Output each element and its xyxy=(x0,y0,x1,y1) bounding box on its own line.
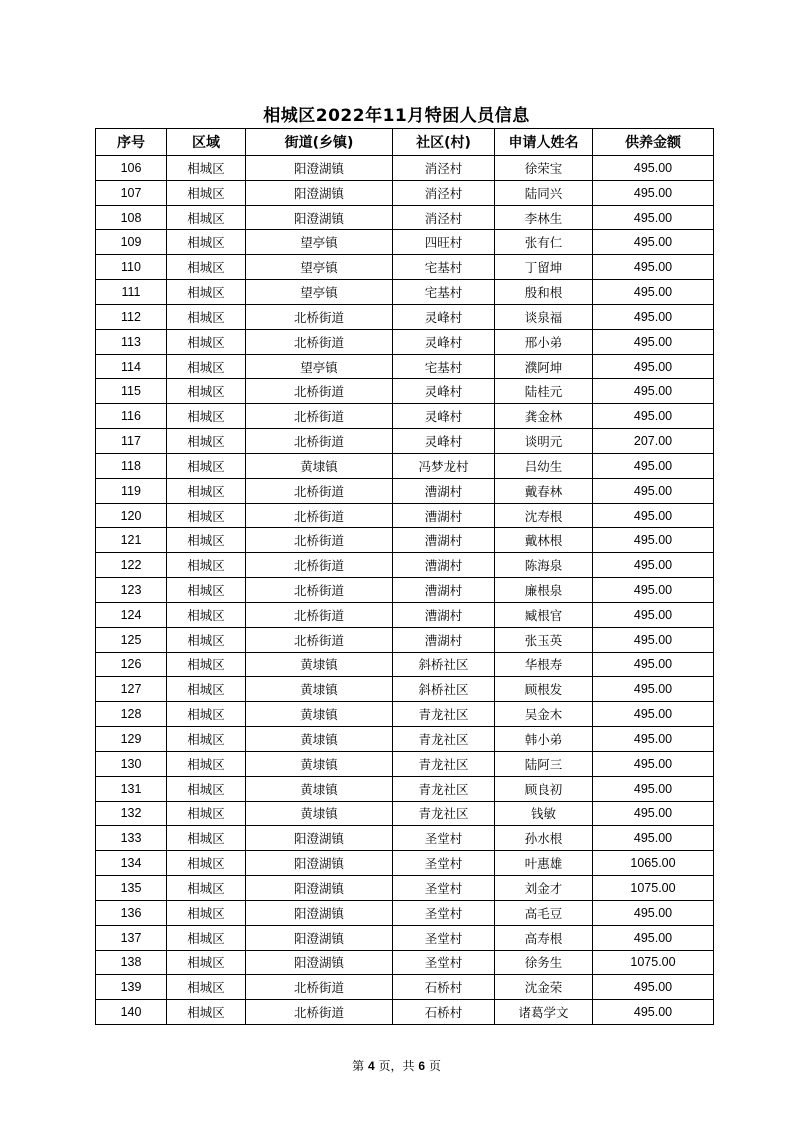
table-row xyxy=(96,255,714,280)
cell-applicant-name: 戴林根 xyxy=(495,528,593,553)
cell-community-village: 石桥村 xyxy=(393,975,495,1000)
cell-district: 相城区 xyxy=(167,702,246,727)
cell-index: 134 xyxy=(96,851,167,876)
table-row xyxy=(96,826,714,851)
cell-district: 相城区 xyxy=(167,329,246,354)
cell-community-village: 圣堂村 xyxy=(393,826,495,851)
cell-index: 107 xyxy=(96,180,167,205)
table-row xyxy=(96,1000,714,1025)
cell-district: 相城区 xyxy=(167,652,246,677)
cell-index: 124 xyxy=(96,602,167,627)
cell-district: 相城区 xyxy=(167,900,246,925)
table-row xyxy=(96,230,714,255)
cell-support-amount: 495.00 xyxy=(593,503,714,528)
cell-community-village: 消泾村 xyxy=(393,205,495,230)
cell-community-village: 青龙社区 xyxy=(393,702,495,727)
cell-support-amount: 495.00 xyxy=(593,1000,714,1025)
cell-support-amount: 495.00 xyxy=(593,156,714,181)
cell-district: 相城区 xyxy=(167,677,246,702)
cell-index: 115 xyxy=(96,379,167,404)
cell-index: 110 xyxy=(96,255,167,280)
cell-applicant-name: 谈泉福 xyxy=(495,304,593,329)
cell-street-town: 黄埭镇 xyxy=(246,751,393,776)
cell-support-amount: 495.00 xyxy=(593,975,714,1000)
table-row xyxy=(96,205,714,230)
table-row xyxy=(96,801,714,826)
cell-district: 相城区 xyxy=(167,429,246,454)
cell-district: 相城区 xyxy=(167,304,246,329)
cell-community-village: 消泾村 xyxy=(393,180,495,205)
cell-index: 138 xyxy=(96,950,167,975)
table-row xyxy=(96,379,714,404)
table-row xyxy=(96,578,714,603)
cell-street-town: 北桥街道 xyxy=(246,304,393,329)
cell-district: 相城区 xyxy=(167,230,246,255)
cell-support-amount: 495.00 xyxy=(593,528,714,553)
cell-applicant-name: 沈寿根 xyxy=(495,503,593,528)
cell-applicant-name: 叶惠雄 xyxy=(495,851,593,876)
cell-support-amount: 495.00 xyxy=(593,826,714,851)
cell-district: 相城区 xyxy=(167,578,246,603)
column-header-community-village: 社区(村) xyxy=(393,129,495,156)
column-header-support-amount: 供养金额 xyxy=(593,129,714,156)
cell-index: 135 xyxy=(96,876,167,901)
table-row xyxy=(96,280,714,305)
cell-district: 相城区 xyxy=(167,1000,246,1025)
cell-index: 121 xyxy=(96,528,167,553)
cell-applicant-name: 濮阿坤 xyxy=(495,354,593,379)
table-row xyxy=(96,429,714,454)
cell-community-village: 灵峰村 xyxy=(393,329,495,354)
cell-district: 相城区 xyxy=(167,503,246,528)
cell-community-village: 漕湖村 xyxy=(393,602,495,627)
cell-community-village: 冯梦龙村 xyxy=(393,453,495,478)
cell-street-town: 阳澄湖镇 xyxy=(246,851,393,876)
cell-community-village: 灵峰村 xyxy=(393,429,495,454)
cell-applicant-name: 吴金木 xyxy=(495,702,593,727)
table-row xyxy=(96,950,714,975)
cell-applicant-name: 高毛豆 xyxy=(495,900,593,925)
cell-community-village: 宅基村 xyxy=(393,280,495,305)
cell-support-amount: 495.00 xyxy=(593,925,714,950)
cell-community-village: 漕湖村 xyxy=(393,553,495,578)
cell-community-village: 漕湖村 xyxy=(393,627,495,652)
cell-street-town: 北桥街道 xyxy=(246,503,393,528)
cell-street-town: 北桥街道 xyxy=(246,578,393,603)
cell-community-village: 青龙社区 xyxy=(393,801,495,826)
cell-support-amount: 495.00 xyxy=(593,379,714,404)
cell-applicant-name: 韩小弟 xyxy=(495,727,593,752)
cell-community-village: 圣堂村 xyxy=(393,851,495,876)
cell-applicant-name: 高寿根 xyxy=(495,925,593,950)
cell-index: 113 xyxy=(96,329,167,354)
cell-index: 112 xyxy=(96,304,167,329)
cell-street-town: 阳澄湖镇 xyxy=(246,876,393,901)
table-row xyxy=(96,478,714,503)
cell-support-amount: 495.00 xyxy=(593,627,714,652)
cell-community-village: 青龙社区 xyxy=(393,727,495,752)
cell-street-town: 黄埭镇 xyxy=(246,727,393,752)
cell-applicant-name: 张有仁 xyxy=(495,230,593,255)
cell-community-village: 四旺村 xyxy=(393,230,495,255)
cell-applicant-name: 刘金才 xyxy=(495,876,593,901)
cell-applicant-name: 徐荣宝 xyxy=(495,156,593,181)
cell-street-town: 北桥街道 xyxy=(246,329,393,354)
cell-index: 137 xyxy=(96,925,167,950)
cell-street-town: 阳澄湖镇 xyxy=(246,925,393,950)
table-row xyxy=(96,627,714,652)
cell-index: 131 xyxy=(96,776,167,801)
cell-community-village: 圣堂村 xyxy=(393,925,495,950)
footer-suffix: 页 xyxy=(428,1059,441,1073)
cell-district: 相城区 xyxy=(167,925,246,950)
cell-district: 相城区 xyxy=(167,627,246,652)
cell-support-amount: 495.00 xyxy=(593,280,714,305)
cell-support-amount: 495.00 xyxy=(593,652,714,677)
page-title: 相城区2022年11月特困人员信息 xyxy=(263,106,530,126)
cell-street-town: 黄埭镇 xyxy=(246,453,393,478)
cell-street-town: 阳澄湖镇 xyxy=(246,900,393,925)
table-row xyxy=(96,304,714,329)
header-row xyxy=(96,129,714,156)
cell-applicant-name: 邢小弟 xyxy=(495,329,593,354)
table-header xyxy=(96,129,714,156)
cell-district: 相城区 xyxy=(167,876,246,901)
cell-applicant-name: 沈金荣 xyxy=(495,975,593,1000)
table-row xyxy=(96,354,714,379)
cell-support-amount: 495.00 xyxy=(593,751,714,776)
footer-prefix: 第 xyxy=(352,1059,365,1073)
cell-applicant-name: 廉根泉 xyxy=(495,578,593,603)
cell-index: 129 xyxy=(96,727,167,752)
cell-street-town: 黄埭镇 xyxy=(246,702,393,727)
cell-community-village: 漕湖村 xyxy=(393,503,495,528)
cell-community-village: 青龙社区 xyxy=(393,776,495,801)
cell-community-village: 消泾村 xyxy=(393,156,495,181)
cell-street-town: 阳澄湖镇 xyxy=(246,156,393,181)
cell-community-village: 灵峰村 xyxy=(393,304,495,329)
table-row xyxy=(96,528,714,553)
cell-street-town: 北桥街道 xyxy=(246,379,393,404)
cell-applicant-name: 孙水根 xyxy=(495,826,593,851)
data-table xyxy=(95,128,714,1025)
cell-applicant-name: 吕幼生 xyxy=(495,453,593,478)
footer-middle: 页，共 xyxy=(378,1059,415,1073)
cell-support-amount: 207.00 xyxy=(593,429,714,454)
cell-community-village: 漕湖村 xyxy=(393,478,495,503)
cell-support-amount: 495.00 xyxy=(593,180,714,205)
cell-applicant-name: 龚金林 xyxy=(495,404,593,429)
table-row xyxy=(96,975,714,1000)
cell-community-village: 斜桥社区 xyxy=(393,652,495,677)
cell-index: 123 xyxy=(96,578,167,603)
cell-index: 128 xyxy=(96,702,167,727)
cell-support-amount: 495.00 xyxy=(593,354,714,379)
cell-index: 140 xyxy=(96,1000,167,1025)
table-row xyxy=(96,180,714,205)
cell-index: 133 xyxy=(96,826,167,851)
footer-page-number: 4 xyxy=(367,1059,375,1073)
cell-street-town: 黄埭镇 xyxy=(246,652,393,677)
cell-applicant-name: 陆桂元 xyxy=(495,379,593,404)
cell-index: 122 xyxy=(96,553,167,578)
cell-applicant-name: 陈海泉 xyxy=(495,553,593,578)
cell-district: 相城区 xyxy=(167,727,246,752)
cell-street-town: 北桥街道 xyxy=(246,627,393,652)
cell-index: 125 xyxy=(96,627,167,652)
cell-applicant-name: 顾良初 xyxy=(495,776,593,801)
cell-community-village: 漕湖村 xyxy=(393,528,495,553)
cell-support-amount: 495.00 xyxy=(593,553,714,578)
cell-support-amount: 495.00 xyxy=(593,329,714,354)
cell-community-village: 宅基村 xyxy=(393,255,495,280)
cell-community-village: 圣堂村 xyxy=(393,876,495,901)
cell-street-town: 望亭镇 xyxy=(246,255,393,280)
cell-district: 相城区 xyxy=(167,826,246,851)
cell-support-amount: 495.00 xyxy=(593,453,714,478)
cell-index: 108 xyxy=(96,205,167,230)
table-row xyxy=(96,453,714,478)
cell-district: 相城区 xyxy=(167,354,246,379)
cell-index: 111 xyxy=(96,280,167,305)
cell-community-village: 斜桥社区 xyxy=(393,677,495,702)
cell-applicant-name: 顾根发 xyxy=(495,677,593,702)
cell-district: 相城区 xyxy=(167,379,246,404)
table-row xyxy=(96,851,714,876)
cell-applicant-name: 陆阿三 xyxy=(495,751,593,776)
table-row xyxy=(96,677,714,702)
cell-index: 120 xyxy=(96,503,167,528)
table-row xyxy=(96,900,714,925)
cell-support-amount: 495.00 xyxy=(593,677,714,702)
table-row xyxy=(96,776,714,801)
table-row xyxy=(96,503,714,528)
cell-community-village: 宅基村 xyxy=(393,354,495,379)
cell-street-town: 北桥街道 xyxy=(246,528,393,553)
cell-applicant-name: 陆同兴 xyxy=(495,180,593,205)
cell-street-town: 阳澄湖镇 xyxy=(246,180,393,205)
cell-index: 117 xyxy=(96,429,167,454)
cell-applicant-name: 谈明元 xyxy=(495,429,593,454)
table-row xyxy=(96,727,714,752)
cell-index: 114 xyxy=(96,354,167,379)
cell-district: 相城区 xyxy=(167,156,246,181)
cell-district: 相城区 xyxy=(167,478,246,503)
table-row xyxy=(96,602,714,627)
cell-support-amount: 495.00 xyxy=(593,776,714,801)
cell-applicant-name: 臧根官 xyxy=(495,602,593,627)
table-row xyxy=(96,876,714,901)
cell-street-town: 黄埭镇 xyxy=(246,776,393,801)
cell-district: 相城区 xyxy=(167,801,246,826)
table-row xyxy=(96,925,714,950)
cell-district: 相城区 xyxy=(167,553,246,578)
cell-index: 139 xyxy=(96,975,167,1000)
cell-district: 相城区 xyxy=(167,851,246,876)
cell-district: 相城区 xyxy=(167,180,246,205)
table-row xyxy=(96,404,714,429)
column-header-applicant-name: 申请人姓名 xyxy=(495,129,593,156)
column-header-index: 序号 xyxy=(96,129,167,156)
cell-support-amount: 495.00 xyxy=(593,230,714,255)
cell-community-village: 青龙社区 xyxy=(393,751,495,776)
cell-support-amount: 495.00 xyxy=(593,205,714,230)
cell-community-village: 圣堂村 xyxy=(393,950,495,975)
cell-applicant-name: 张玉英 xyxy=(495,627,593,652)
cell-support-amount: 495.00 xyxy=(593,900,714,925)
table-row xyxy=(96,751,714,776)
cell-district: 相城区 xyxy=(167,205,246,230)
cell-support-amount: 495.00 xyxy=(593,404,714,429)
cell-support-amount: 495.00 xyxy=(593,578,714,603)
cell-community-village: 漕湖村 xyxy=(393,578,495,603)
cell-support-amount: 495.00 xyxy=(593,304,714,329)
cell-district: 相城区 xyxy=(167,404,246,429)
cell-applicant-name: 徐务生 xyxy=(495,950,593,975)
column-header-street-town: 街道(乡镇) xyxy=(246,129,393,156)
cell-index: 106 xyxy=(96,156,167,181)
cell-index: 136 xyxy=(96,900,167,925)
cell-district: 相城区 xyxy=(167,602,246,627)
cell-support-amount: 495.00 xyxy=(593,478,714,503)
page-footer xyxy=(0,1057,793,1074)
cell-street-town: 北桥街道 xyxy=(246,478,393,503)
cell-street-town: 望亭镇 xyxy=(246,354,393,379)
table-row xyxy=(96,553,714,578)
cell-index: 116 xyxy=(96,404,167,429)
table-row xyxy=(96,329,714,354)
cell-street-town: 北桥街道 xyxy=(246,429,393,454)
cell-district: 相城区 xyxy=(167,453,246,478)
cell-district: 相城区 xyxy=(167,776,246,801)
cell-street-town: 北桥街道 xyxy=(246,975,393,1000)
cell-index: 126 xyxy=(96,652,167,677)
cell-support-amount: 495.00 xyxy=(593,602,714,627)
cell-applicant-name: 李林生 xyxy=(495,205,593,230)
cell-support-amount: 1065.00 xyxy=(593,851,714,876)
table-body xyxy=(96,156,714,1025)
table-row xyxy=(96,652,714,677)
cell-community-village: 石桥村 xyxy=(393,1000,495,1025)
cell-street-town: 望亭镇 xyxy=(246,280,393,305)
cell-street-town: 北桥街道 xyxy=(246,404,393,429)
cell-district: 相城区 xyxy=(167,751,246,776)
cell-district: 相城区 xyxy=(167,950,246,975)
cell-district: 相城区 xyxy=(167,280,246,305)
cell-applicant-name: 戴春林 xyxy=(495,478,593,503)
cell-support-amount: 495.00 xyxy=(593,255,714,280)
cell-applicant-name: 华根寿 xyxy=(495,652,593,677)
cell-community-village: 灵峰村 xyxy=(393,379,495,404)
cell-street-town: 北桥街道 xyxy=(246,1000,393,1025)
table-row xyxy=(96,156,714,181)
cell-district: 相城区 xyxy=(167,255,246,280)
cell-applicant-name: 钱敏 xyxy=(495,801,593,826)
cell-street-town: 阳澄湖镇 xyxy=(246,205,393,230)
cell-index: 119 xyxy=(96,478,167,503)
cell-street-town: 望亭镇 xyxy=(246,230,393,255)
cell-street-town: 黄埭镇 xyxy=(246,801,393,826)
cell-district: 相城区 xyxy=(167,975,246,1000)
cell-community-village: 灵峰村 xyxy=(393,404,495,429)
table-row xyxy=(96,702,714,727)
cell-support-amount: 495.00 xyxy=(593,702,714,727)
cell-index: 127 xyxy=(96,677,167,702)
cell-street-town: 阳澄湖镇 xyxy=(246,950,393,975)
footer-total-pages: 6 xyxy=(418,1059,426,1073)
cell-street-town: 北桥街道 xyxy=(246,553,393,578)
cell-community-village: 圣堂村 xyxy=(393,900,495,925)
cell-support-amount: 1075.00 xyxy=(593,950,714,975)
cell-applicant-name: 诸葛学文 xyxy=(495,1000,593,1025)
cell-applicant-name: 丁留坤 xyxy=(495,255,593,280)
cell-applicant-name: 殷和根 xyxy=(495,280,593,305)
column-header-district: 区域 xyxy=(167,129,246,156)
cell-index: 118 xyxy=(96,453,167,478)
cell-street-town: 黄埭镇 xyxy=(246,677,393,702)
cell-index: 130 xyxy=(96,751,167,776)
cell-index: 132 xyxy=(96,801,167,826)
cell-index: 109 xyxy=(96,230,167,255)
cell-street-town: 阳澄湖镇 xyxy=(246,826,393,851)
cell-support-amount: 495.00 xyxy=(593,801,714,826)
cell-street-town: 北桥街道 xyxy=(246,602,393,627)
cell-support-amount: 1075.00 xyxy=(593,876,714,901)
cell-support-amount: 495.00 xyxy=(593,727,714,752)
cell-district: 相城区 xyxy=(167,528,246,553)
